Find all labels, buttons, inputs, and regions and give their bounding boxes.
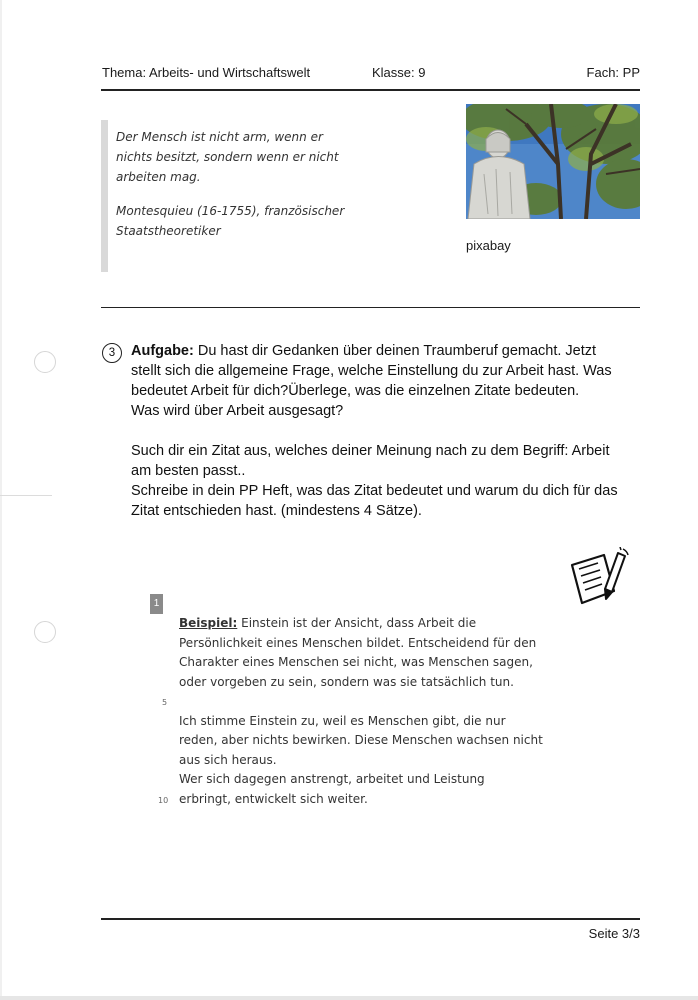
margin-hole-bottom xyxy=(34,621,56,643)
statue-photo xyxy=(466,104,640,219)
task-number-badge: 3 xyxy=(102,343,122,363)
task-label: Aufgabe: xyxy=(131,343,194,359)
header-subject: Fach: PP xyxy=(586,65,640,80)
task-line: am besten passt.. xyxy=(131,463,246,479)
example-line: Charakter eines Menschen sei nicht, was Menschen sagen, xyxy=(179,655,533,669)
task-line: Schreibe in dein PP Heft, was das Zitat bedeutet und warum du dich für das xyxy=(131,483,618,499)
quote-block xyxy=(116,127,376,241)
line-number: 10 xyxy=(158,796,169,805)
quote-line: nichts besitzt, sondern wenn er nicht xyxy=(116,150,339,164)
task-line: Such dir ein Zitat aus, welches deiner Meinung nach zu dem Begriff: Arbeit xyxy=(131,443,610,459)
margin-hole-top xyxy=(34,351,56,373)
example-block xyxy=(179,614,579,809)
task-line-text: Du hast dir Gedanken über deinen Traumberuf gemacht. Jetzt xyxy=(193,343,597,359)
page-header xyxy=(102,65,640,83)
example-line: reden, aber nichts bewirken. Diese Menschen wachsen nicht xyxy=(179,733,543,747)
quote-bar xyxy=(101,120,108,272)
page-number: Seite 3/3 xyxy=(588,926,640,941)
example-marker: 1 xyxy=(150,594,163,614)
footer-rule xyxy=(101,918,640,920)
example-line xyxy=(179,614,579,634)
pencil-notepad-icon xyxy=(568,547,630,609)
example-line-text: Einstein ist der Ansicht, dass Arbeit die xyxy=(237,616,477,630)
example-line: Wer sich dagegen anstrengt, arbeitet und Leistung xyxy=(179,772,485,786)
page-left-edge xyxy=(0,0,2,1000)
quote-author-line: Montesquieu (16-1755), französischer xyxy=(116,204,345,218)
task-line: Was wird über Arbeit ausgesagt? xyxy=(131,403,344,419)
example-line: erbringt, entwickelt sich weiter. xyxy=(179,791,368,806)
line-number: 5 xyxy=(162,698,168,707)
header-class: Klasse: 9 xyxy=(372,65,426,80)
header-topic: Thema: Arbeits- und Wirtschaftswelt xyxy=(102,65,311,80)
task-line: bedeutet Arbeit für dich?Überlege, was die einzelnen Zitate bedeuten. xyxy=(131,383,580,399)
header-rule xyxy=(101,89,640,91)
example-blank-line xyxy=(179,692,579,712)
example-line: Ich stimme Einstein zu, weil es Menschen gibt, die nur xyxy=(179,713,506,728)
example-line: aus sich heraus. xyxy=(179,752,277,767)
margin-fold-line xyxy=(0,495,52,496)
section-rule xyxy=(101,307,640,308)
page-bottom-edge xyxy=(0,996,698,1000)
example-label: Beispiel: xyxy=(179,616,238,630)
example-line: Persönlichkeit eines Menschen bildet. Entscheidend für den xyxy=(179,635,537,650)
photo-caption: pixabay xyxy=(466,238,511,253)
example-line: oder vorgeben zu sein, sondern was sie tatsächlich tun. xyxy=(179,674,514,689)
quote-line: arbeiten mag. xyxy=(116,170,201,184)
task-line: Zitat entschieden hast. (mindestens 4 Sätze). xyxy=(131,503,422,519)
quote-author-line: Staatstheoretiker xyxy=(116,224,221,238)
quote-line: Der Mensch ist nicht arm, wenn er xyxy=(116,130,323,144)
task-line: stellt sich die allgemeine Frage, welche Einstellung du zur Arbeit hast. Was xyxy=(131,363,612,379)
task-text xyxy=(131,341,642,521)
task-line xyxy=(131,341,642,361)
